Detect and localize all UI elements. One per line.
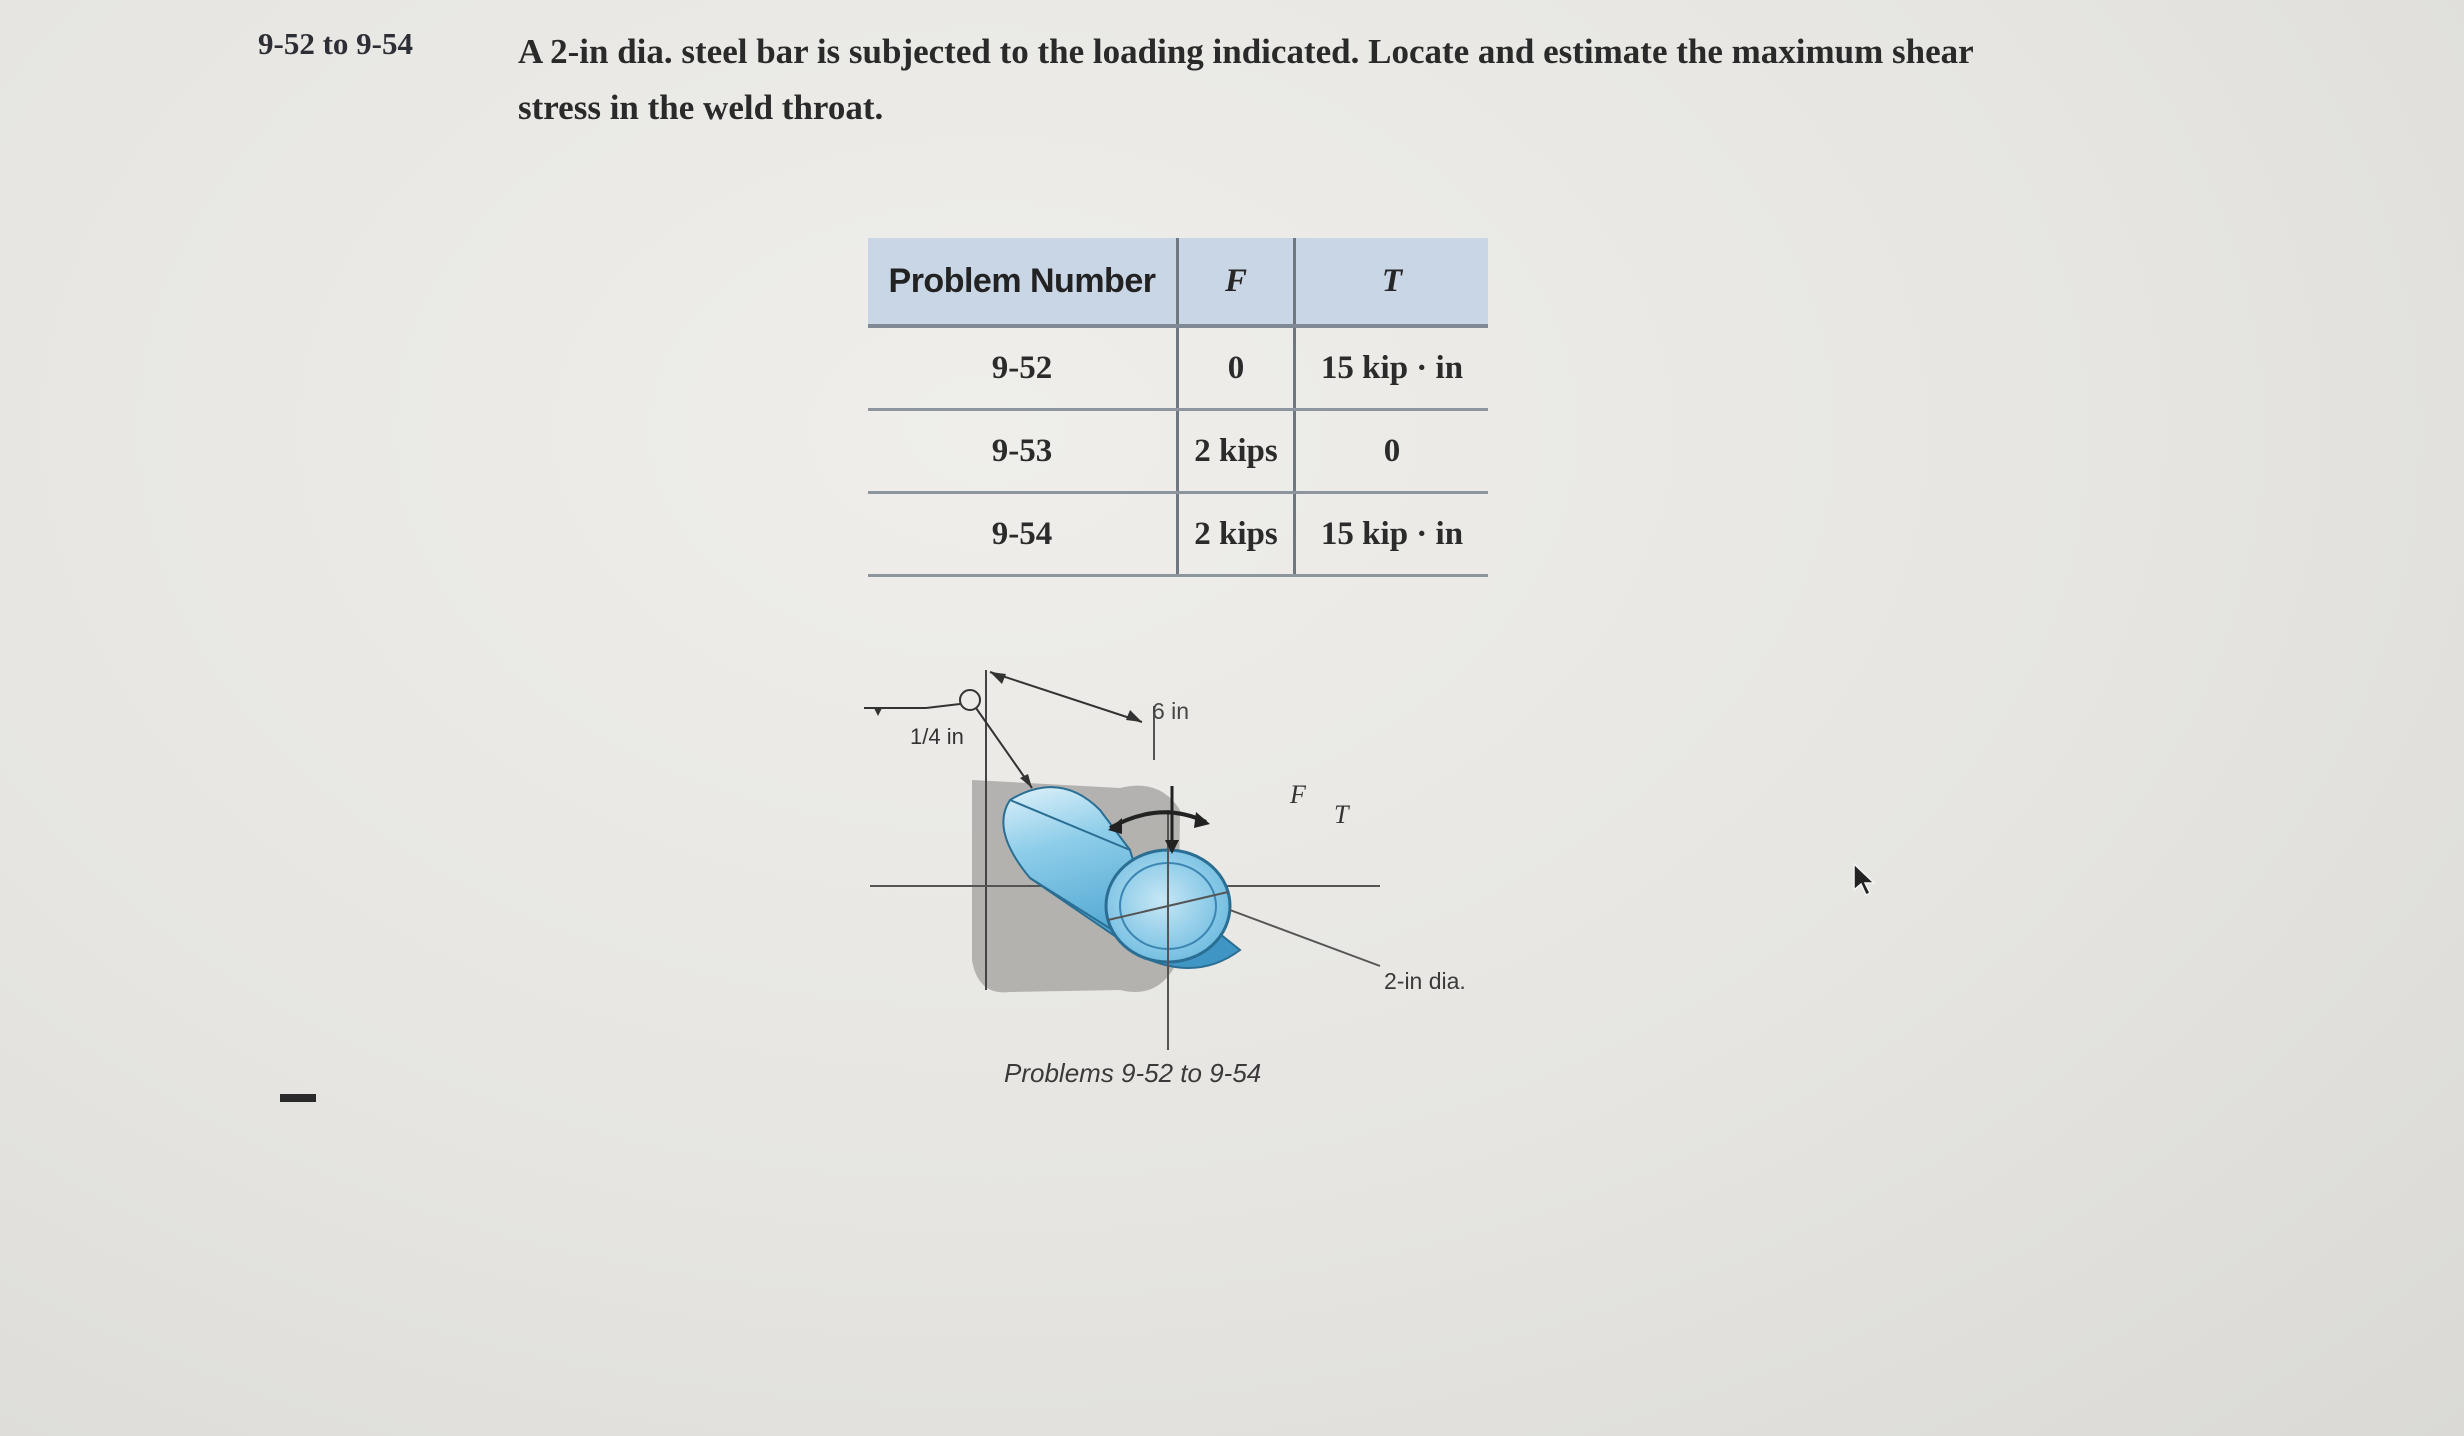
cell-force: 2 kips	[1178, 493, 1295, 576]
margin-mark	[280, 1094, 316, 1102]
header-problem-number: Problem Number	[868, 238, 1178, 326]
force-label: F	[1290, 780, 1306, 809]
problem-statement: A 2-in dia. steel bar is subjected to the loading indicated. Locate and estimate the maximum shear stress in the weld throat.	[518, 32, 1974, 127]
torque-label: T	[1334, 800, 1349, 829]
cell-torque: 0	[1295, 410, 1489, 493]
table-header-row	[868, 238, 1488, 326]
table-row	[868, 326, 1488, 410]
table-row	[868, 410, 1488, 493]
header-torque: T	[1295, 238, 1489, 326]
length-label: 6 in	[1152, 698, 1190, 724]
mouse-cursor-icon	[1852, 862, 1878, 898]
cell-torque: 15 kip · in	[1295, 326, 1489, 410]
diameter-label: 2-in dia.	[1384, 968, 1466, 994]
cell-torque: 15 kip · in	[1295, 493, 1489, 576]
length-dimension-line	[990, 672, 1142, 722]
problem-range: 9-52 to 9-54	[258, 26, 413, 61]
weld-all-around-circle	[960, 690, 980, 710]
cell-problem-number: 9-54	[868, 493, 1178, 576]
table-row	[868, 493, 1488, 576]
cell-force: 2 kips	[1178, 410, 1295, 493]
header-force: F	[1178, 238, 1295, 326]
loading-table	[868, 238, 1488, 577]
diameter-leader	[1230, 910, 1380, 966]
cell-force: 0	[1178, 326, 1295, 410]
cell-problem-number: 9-52	[868, 326, 1178, 410]
figure-caption: Problems 9-52 to 9-54	[1004, 1058, 1262, 1088]
weld-size-label: 1/4 in	[910, 724, 964, 749]
cell-problem-number: 9-53	[868, 410, 1178, 493]
